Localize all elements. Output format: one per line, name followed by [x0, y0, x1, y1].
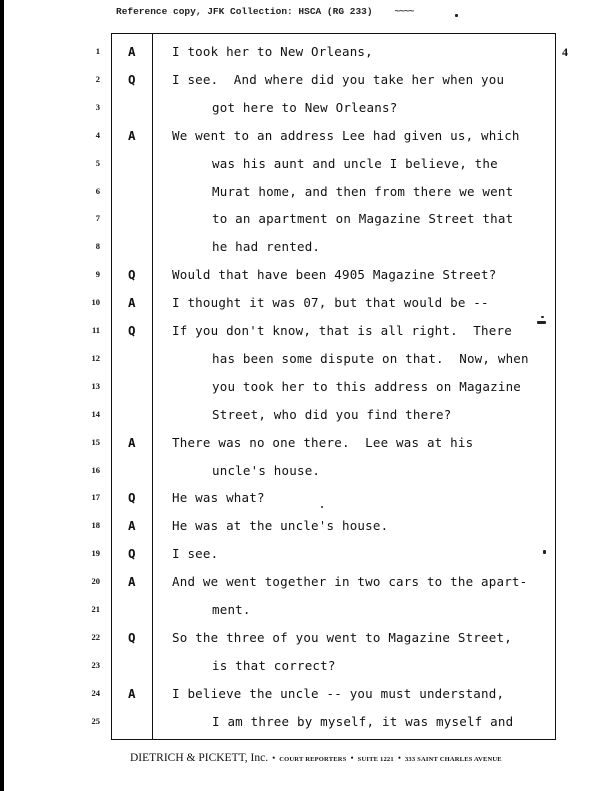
- line-text: I see.: [172, 546, 219, 562]
- scan-speck: [537, 321, 546, 324]
- line-number: 20: [91, 576, 100, 587]
- transcript-line: [0, 44, 612, 64]
- line-number: 5: [95, 157, 100, 168]
- line-number: 22: [91, 631, 100, 642]
- speaker-label: A: [128, 127, 136, 143]
- line-text: And we went together in two cars to the apart-: [172, 574, 528, 590]
- speaker-label: Q: [128, 323, 136, 338]
- line-text: I believe the uncle -- you must understand,: [172, 685, 505, 701]
- transcript-line: [0, 323, 612, 343]
- scan-speck: [455, 14, 458, 17]
- transcript-line: [0, 463, 612, 483]
- footer-separator: •: [272, 753, 276, 763]
- line-text: So the three of you went to Magazine Street,: [172, 629, 512, 645]
- line-text: is that correct?: [212, 657, 336, 673]
- scan-speck: [543, 550, 546, 554]
- footer-address: 333 SAINT CHARLES AVENUE: [404, 756, 502, 763]
- footer-separator: •: [397, 753, 401, 763]
- transcript-line: [0, 72, 612, 92]
- line-text: I see. And where did you take her when you: [172, 71, 505, 87]
- transcript-line: [0, 407, 612, 427]
- transcript-line: [0, 211, 612, 231]
- header-mark: ~~~~: [394, 6, 414, 17]
- speaker-label: Q: [128, 490, 136, 506]
- transcript-line: [0, 490, 612, 510]
- footer-separator: •: [350, 753, 354, 763]
- transcript-line: [0, 379, 612, 399]
- transcript-line: [0, 630, 612, 650]
- line-text: to an apartment on Magazine Street that: [212, 211, 514, 227]
- transcript-line: [0, 267, 612, 287]
- speaker-label: Q: [128, 629, 136, 645]
- line-text: He was at the uncle's house.: [172, 518, 389, 534]
- line-number: 14: [91, 408, 100, 419]
- page-number: 4: [562, 45, 568, 59]
- speaker-label: A: [128, 44, 136, 59]
- line-number: 6: [95, 185, 100, 196]
- footer-firm: DIETRICH & PICKETT, Inc.: [130, 752, 269, 764]
- transcript-line: [0, 184, 612, 204]
- line-number: 2: [95, 73, 100, 84]
- transcript-line: [0, 295, 612, 315]
- line-text: If you don't know, that is all right. There: [172, 323, 512, 338]
- transcript-line: [0, 602, 612, 622]
- line-number: 18: [91, 520, 100, 531]
- transcript-line: [0, 239, 612, 259]
- scan-speck: [541, 316, 544, 318]
- speaker-label: A: [128, 434, 136, 450]
- transcript-line: [0, 686, 612, 706]
- transcript-line: [0, 546, 612, 566]
- line-number: 4: [95, 129, 100, 140]
- line-number: 10: [91, 297, 100, 308]
- line-text: We went to an address Lee had given us, which: [172, 127, 520, 143]
- footer-role: COURT REPORTERS: [279, 756, 347, 763]
- line-number: 15: [91, 436, 100, 447]
- transcript-line: [0, 128, 612, 148]
- speaker-label: Q: [128, 71, 136, 87]
- line-number: 11: [91, 325, 100, 335]
- line-text: has been some dispute on that. Now, when: [212, 350, 529, 366]
- line-text: ment.: [212, 602, 251, 617]
- line-text: I took her to New Orleans,: [172, 44, 373, 59]
- line-text: I am three by myself, it was myself and: [212, 713, 514, 729]
- footer: [130, 752, 502, 764]
- line-number: 16: [91, 464, 100, 475]
- line-text: uncle's house.: [212, 462, 321, 478]
- transcript-line: [0, 100, 612, 120]
- line-text: He was what?: [172, 490, 265, 506]
- speaker-label: A: [128, 295, 136, 311]
- line-number: 7: [95, 213, 100, 224]
- line-text: was his aunt and uncle I believe, the: [212, 155, 498, 171]
- line-number: 8: [95, 241, 100, 252]
- line-number: 13: [91, 380, 100, 391]
- header-text: Reference copy, JFK Collection: HSCA (RG 233): [116, 6, 373, 17]
- line-number: 3: [95, 101, 100, 112]
- transcript-line: [0, 658, 612, 678]
- line-text: you took her to this address on Magazine: [212, 378, 522, 394]
- speaker-label: Q: [128, 267, 136, 283]
- line-number: 9: [95, 269, 100, 280]
- line-number: 21: [91, 604, 100, 614]
- archive-header: [116, 6, 413, 17]
- transcript-line: [0, 574, 612, 594]
- line-number: 25: [91, 715, 100, 726]
- line-text: There was no one there. Lee was at his: [172, 434, 474, 450]
- line-number: 17: [91, 492, 100, 503]
- speaker-label: A: [128, 518, 136, 534]
- line-text: Would that have been 4905 Magazine Street?: [172, 267, 497, 283]
- line-number: 1: [95, 46, 100, 56]
- scan-speck: [321, 506, 323, 508]
- speaker-label: A: [128, 685, 136, 701]
- transcript-line: [0, 351, 612, 371]
- transcript-line: [0, 518, 612, 538]
- line-text: got here to New Orleans?: [212, 99, 398, 115]
- line-text: I thought it was 07, but that would be --: [172, 295, 489, 311]
- line-number: 12: [91, 352, 100, 363]
- speaker-label: Q: [128, 546, 136, 562]
- line-text: Street, who did you find there?: [212, 406, 452, 422]
- line-text: he had rented.: [212, 239, 321, 255]
- line-text: Murat home, and then from there we went: [212, 183, 514, 199]
- footer-suite: SUITE 1221: [357, 756, 394, 763]
- line-number: 24: [91, 687, 100, 698]
- transcript-line: [0, 435, 612, 455]
- transcript-line: [0, 714, 612, 734]
- line-number: 19: [91, 548, 100, 559]
- transcript-line: [0, 156, 612, 176]
- line-number: 23: [91, 659, 100, 670]
- speaker-label: A: [128, 574, 136, 590]
